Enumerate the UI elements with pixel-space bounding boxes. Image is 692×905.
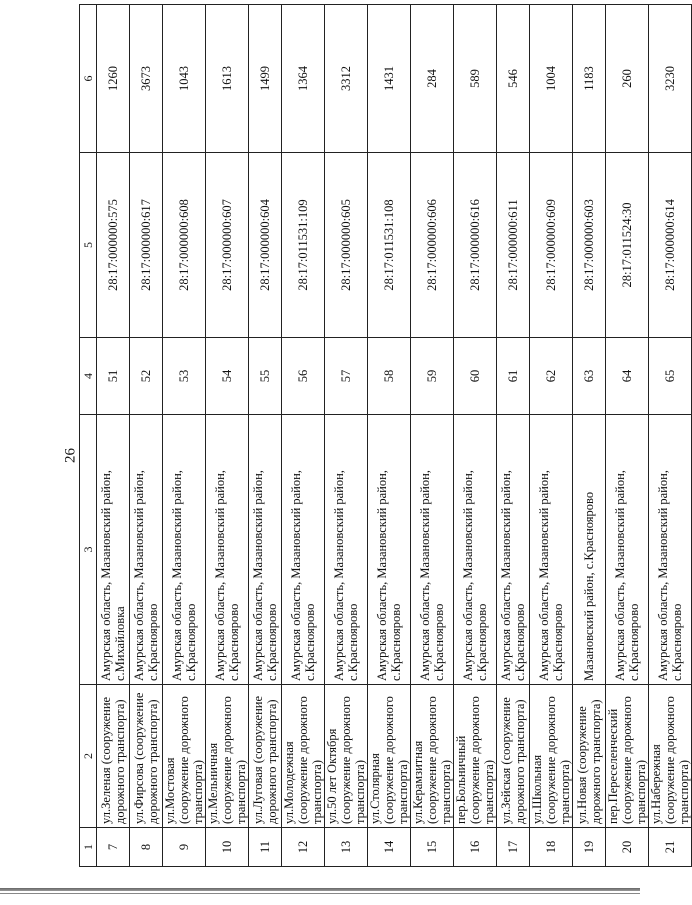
cell-code: 53 xyxy=(163,338,206,415)
cell-number: 17 xyxy=(497,828,530,867)
rotated-table-frame xyxy=(79,47,691,867)
cell-length: 1004 xyxy=(530,5,573,153)
cell-cadastral-number: 28:17:000000:617 xyxy=(130,153,163,338)
cell-address: Амурская область, Мазановский район, с.Красноярово xyxy=(649,415,692,685)
cell-code: 58 xyxy=(368,338,411,415)
cell-code: 59 xyxy=(411,338,454,415)
cell-number: 18 xyxy=(530,828,573,867)
cell-number: 21 xyxy=(649,828,692,867)
cell-number: 7 xyxy=(97,828,130,867)
table-row xyxy=(573,5,606,867)
cell-object-name: ул.50 лет Октября (сооружение дорожного транспорта) xyxy=(325,685,368,828)
col-header-6: 6 xyxy=(80,5,97,153)
cell-number: 8 xyxy=(130,828,163,867)
cell-code: 65 xyxy=(649,338,692,415)
cell-number: 14 xyxy=(368,828,411,867)
cell-object-name: ул.Набережная (сооружение дорожного транспорта) xyxy=(649,685,692,828)
cell-code: 55 xyxy=(249,338,282,415)
cell-length: 1183 xyxy=(573,5,606,153)
cell-cadastral-number: 28:17:000000:603 xyxy=(573,153,606,338)
table-row xyxy=(649,5,692,867)
property-register-table xyxy=(79,4,692,867)
cell-object-name: ул.Школьная (сооружение дорожного транспорта) xyxy=(530,685,573,828)
cell-code: 62 xyxy=(530,338,573,415)
cell-length: 3673 xyxy=(130,5,163,153)
cell-cadastral-number: 28:17:000000:609 xyxy=(530,153,573,338)
cell-number: 13 xyxy=(325,828,368,867)
cell-object-name: ул.Луговая (сооружение дорожного транспорта) xyxy=(249,685,282,828)
cell-number: 9 xyxy=(163,828,206,867)
cell-address: Амурская область, Мазановский район, с.Красноярово xyxy=(368,415,411,685)
cell-object-name: ул.Зеленая (сооружение дорожного транспорта) xyxy=(97,685,130,828)
cell-cadastral-number: 28:17:000000:575 xyxy=(97,153,130,338)
cell-object-name: ул.Мостовая (сооружение дорожного транспорта) xyxy=(163,685,206,828)
cell-number: 11 xyxy=(249,828,282,867)
cell-cadastral-number: 28:17:000000:606 xyxy=(411,153,454,338)
cell-cadastral-number: 28:17:000000:605 xyxy=(325,153,368,338)
cell-address: Амурская область, Мазановский район, с.Красноярово xyxy=(130,415,163,685)
table-holder xyxy=(79,47,691,867)
cell-address: Амурская область, Мазановский район, с.Красноярово xyxy=(530,415,573,685)
cell-address: Амурская область, Мазановский район, с.Красноярово xyxy=(163,415,206,685)
cell-cadastral-number: 28:17:000000:614 xyxy=(649,153,692,338)
cell-address: Амурская область, Мазановский район, с.Красноярово xyxy=(249,415,282,685)
cell-cadastral-number: 28:17:000000:604 xyxy=(249,153,282,338)
cell-cadastral-number: 28:17:000000:608 xyxy=(163,153,206,338)
cell-cadastral-number: 28:17:011531:109 xyxy=(282,153,325,338)
cell-length: 3230 xyxy=(649,5,692,153)
cell-length: 1043 xyxy=(163,5,206,153)
cell-object-name: ул.Керамзитная (сооружение дорожного транспорта) xyxy=(411,685,454,828)
cell-address: Амурская область, Мазановский район, с.Красноярово xyxy=(454,415,497,685)
cell-length: 546 xyxy=(497,5,530,153)
cell-address: Амурская область, Мазановский район, с.Красноярово xyxy=(282,415,325,685)
cell-address: Мазановский район, с.Красноярово xyxy=(573,415,606,685)
header-row xyxy=(80,5,97,867)
cell-length: 1499 xyxy=(249,5,282,153)
cell-object-name: пер.Переселенческий (сооружение дорожного транспорта) xyxy=(606,685,649,828)
cell-object-name: ул.Новая (сооружение дорожного транспорта) xyxy=(573,685,606,828)
cell-address: Амурская область, Мазановский район, с.Красноярово xyxy=(497,415,530,685)
cell-object-name: пер.Больничный (сооружение дорожного транспорта) xyxy=(454,685,497,828)
cell-code: 61 xyxy=(497,338,530,415)
cell-code: 51 xyxy=(97,338,130,415)
table-row xyxy=(530,5,573,867)
cell-object-name: ул.Столярная (сооружение дорожного транспорта) xyxy=(368,685,411,828)
cell-address: Амурская область, Мазановский район, с.Красноярово xyxy=(606,415,649,685)
cell-length: 1364 xyxy=(282,5,325,153)
col-header-5: 5 xyxy=(80,153,97,338)
table-row xyxy=(325,5,368,867)
cell-code: 57 xyxy=(325,338,368,415)
page-number: 26 xyxy=(62,448,79,463)
cell-cadastral-number: 28:17:000000:616 xyxy=(454,153,497,338)
col-header-2: 2 xyxy=(80,685,97,828)
table-row xyxy=(163,5,206,867)
cell-number: 15 xyxy=(411,828,454,867)
cell-address: Амурская область, Мазановский район, с.Михайловка xyxy=(97,415,130,685)
table-row xyxy=(411,5,454,867)
cell-address: Амурская область, Мазановский район, с.Красноярово xyxy=(325,415,368,685)
table-row xyxy=(130,5,163,867)
table-row xyxy=(606,5,649,867)
cell-cadastral-number: 28:17:000000:607 xyxy=(206,153,249,338)
table-row xyxy=(97,5,130,867)
cell-number: 20 xyxy=(606,828,649,867)
cell-code: 63 xyxy=(573,338,606,415)
table-row xyxy=(249,5,282,867)
cell-length: 589 xyxy=(454,5,497,153)
cell-address: Амурская область, Мазановский район, с.Красноярово xyxy=(411,415,454,685)
cell-object-name: ул.Зейская (сооружение дорожного транспорта) xyxy=(497,685,530,828)
cell-cadastral-number: 28:17:011531:108 xyxy=(368,153,411,338)
cell-object-name: ул.Фирсова (сооружение дорожного транспорта) xyxy=(130,685,163,828)
cell-length: 1431 xyxy=(368,5,411,153)
cell-number: 19 xyxy=(573,828,606,867)
col-header-3: 3 xyxy=(80,415,97,685)
cell-object-name: ул.Молодежная (сооружение дорожного транспорта) xyxy=(282,685,325,828)
scan-edge-line xyxy=(0,888,640,891)
cell-number: 10 xyxy=(206,828,249,867)
cell-number: 16 xyxy=(454,828,497,867)
cell-number: 12 xyxy=(282,828,325,867)
cell-cadastral-number: 28:17:011524:30 xyxy=(606,153,649,338)
cell-code: 54 xyxy=(206,338,249,415)
cell-address: Амурская область, Мазановский район, с.Красноярово xyxy=(206,415,249,685)
table-row xyxy=(282,5,325,867)
table-row xyxy=(368,5,411,867)
cell-code: 64 xyxy=(606,338,649,415)
cell-code: 52 xyxy=(130,338,163,415)
cell-length: 1260 xyxy=(97,5,130,153)
col-header-4: 4 xyxy=(80,338,97,415)
table-row xyxy=(497,5,530,867)
cell-cadastral-number: 28:17:000000:611 xyxy=(497,153,530,338)
cell-length: 1613 xyxy=(206,5,249,153)
cell-length: 284 xyxy=(411,5,454,153)
scan-edge-line-2 xyxy=(0,893,640,894)
col-header-1: 1 xyxy=(80,828,97,867)
cell-length: 260 xyxy=(606,5,649,153)
cell-code: 56 xyxy=(282,338,325,415)
cell-code: 60 xyxy=(454,338,497,415)
table-row xyxy=(454,5,497,867)
cell-length: 3312 xyxy=(325,5,368,153)
cell-object-name: ул.Мельничная (сооружение дорожного транспорта) xyxy=(206,685,249,828)
table-row xyxy=(206,5,249,867)
